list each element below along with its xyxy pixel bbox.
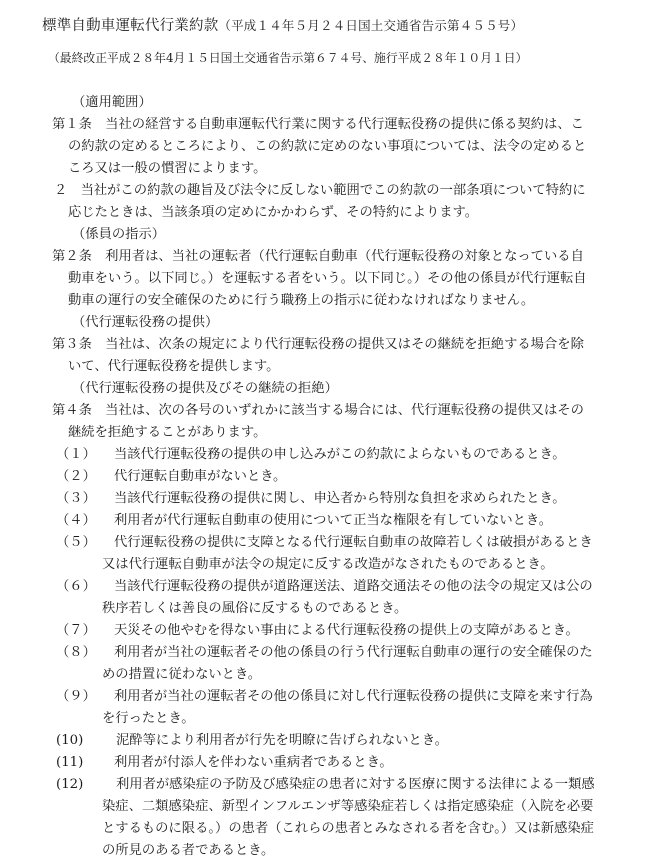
revision-note: （最終改正平成２８年4月１５日国土交通省告示第６７４号、施行平成２８年１０月１日） xyxy=(48,51,528,65)
caption-article-2: （係員の指示） xyxy=(72,227,166,242)
document-title xyxy=(42,14,523,35)
item-line: 当該代行運転役務の提供の申し込みがこの約款によらないものであるとき。 xyxy=(114,447,566,462)
list-item xyxy=(52,466,642,488)
item-line: 利用者が代行運転自動車の使用について正当な権限を有していないとき。 xyxy=(114,513,552,528)
item-line: 当該代行運転役務の提供が道路運送法、道路交通法その他の法令の規定又は公の xyxy=(114,579,593,594)
article-line: ころ又は一般の慣習によります。 xyxy=(68,161,267,176)
article-line: の約款の定めるところにより、この約款に定めのない事項については、法令の定めると xyxy=(68,139,587,154)
item-number: （５） xyxy=(56,535,96,550)
item-list xyxy=(52,444,642,862)
article-1 xyxy=(52,114,642,224)
list-item xyxy=(52,774,642,862)
item-line: 天災その他やむを得ない事由による代行運転役務の提供上の支障があるとき。 xyxy=(114,623,579,638)
paragraph-line: 応じたときは、当該条項の定めにかかわらず、その特約によります。 xyxy=(68,205,479,220)
caption-article-3: （代行運転役務の提供） xyxy=(72,315,219,330)
item-line: 又は代行運転自動車が法令の規定に反する改造がなされたものであるとき。 xyxy=(102,557,554,572)
item-number: （８） xyxy=(56,645,96,660)
list-item xyxy=(52,620,642,642)
list-item xyxy=(52,642,642,686)
item-number: （１） xyxy=(56,447,96,462)
list-item xyxy=(52,510,642,532)
item-number: （３） xyxy=(56,491,96,506)
article-line: 第４条 当社は、次の各号のいずれかに該当する場合には、代行運転役務の提供又はその xyxy=(52,403,584,418)
item-line: 秩序若しくは善良の風俗に反するものであるとき。 xyxy=(102,601,408,616)
item-number: (11) xyxy=(56,755,84,770)
item-number: (12) xyxy=(56,777,84,792)
list-item xyxy=(52,488,642,510)
paragraph-line: ２ 当社がこの約款の趣旨及び法令に反しない範囲でこの約款の一部条項について特約に xyxy=(54,183,586,198)
item-line: 利用者が当社の運転者その他の係員の行う代行運転自動車の運行の安全確保のた xyxy=(114,645,593,660)
list-item xyxy=(52,752,642,774)
item-line: めの措置に従わないとき。 xyxy=(102,667,262,682)
title-main: 標準自動車運転代行業約款 xyxy=(42,18,219,34)
item-number: （２） xyxy=(56,469,96,484)
article-4 xyxy=(52,400,642,862)
item-line: 利用者が当社の運転者その他の係員に対し代行運転役務の提供に支障を来す行為 xyxy=(114,689,593,704)
list-item xyxy=(52,686,642,730)
list-item xyxy=(52,444,642,466)
list-item xyxy=(52,730,642,752)
article-line: 第３条 当社は、次条の規定により代行運転役務の提供又はその継続を拒絶する場合を除 xyxy=(52,337,584,352)
item-number: （６） xyxy=(56,579,96,594)
document-body xyxy=(52,92,642,862)
list-item xyxy=(52,532,642,576)
item-line: 代行運転役務の提供に支障となる代行運転自動車の故障若しくは破損があるとき xyxy=(114,535,593,550)
item-line: を行ったとき。 xyxy=(102,711,195,726)
item-number: （７） xyxy=(56,623,96,638)
article-line: いて、代行運転役務を提供します。 xyxy=(68,359,280,374)
item-line: 染症、二類感染症、新型インフルエンザ等感染症若しくは指定感染症（入院を必要 xyxy=(102,799,594,814)
item-line: 利用者が付添人を伴わない重病者であるとき。 xyxy=(114,755,393,770)
title-note: （平成１４年５月２４日国土交通省告示第４５５号） xyxy=(218,18,524,33)
article-line: 第１条 当社の経営する自動車運転代行業に関する代行運転役務の提供に係る契約は、こ xyxy=(52,117,584,132)
article-line: 動車の運行の安全確保のために行う職務上の指示に従わなければなりません。 xyxy=(68,293,535,308)
article-line: 動車をいう。以下同じ。）を運転する者をいう。以下同じ。）その他の係員が代行運転自 xyxy=(68,271,587,286)
item-line: 代行運転自動車がないとき。 xyxy=(114,469,287,484)
article-3 xyxy=(52,334,642,378)
article-line: 継続を拒絶することがあります。 xyxy=(68,425,267,440)
item-line: 泥酔等により利用者が行先を明瞭に告げられないとき。 xyxy=(116,733,448,748)
item-line: の所見のある者であるとき。 xyxy=(102,843,275,858)
list-item xyxy=(52,576,642,620)
article-line: 第２条 利用者は、当社の運転者（代行運転自動車（代行運転役務の対象となっている自 xyxy=(52,249,584,264)
caption-article-1: （適用範囲） xyxy=(72,95,152,110)
item-line: 利用者が感染症の予防及び感染症の患者に対する医療に関する法律による一類感 xyxy=(116,777,595,792)
article-2 xyxy=(52,246,642,312)
item-line: とするものに限る。）の患者（これらの患者とみなされる者を含む。）又は新感染症 xyxy=(102,821,594,836)
item-number: (10) xyxy=(56,733,84,748)
caption-article-4: （代行運転役務の提供及びその継続の拒絶） xyxy=(72,381,338,396)
item-number: （９） xyxy=(56,689,96,704)
item-line: 当該代行運転役務の提供に関し、申込者から特別な負担を求められたとき。 xyxy=(114,491,566,506)
item-number: （４） xyxy=(56,513,96,528)
